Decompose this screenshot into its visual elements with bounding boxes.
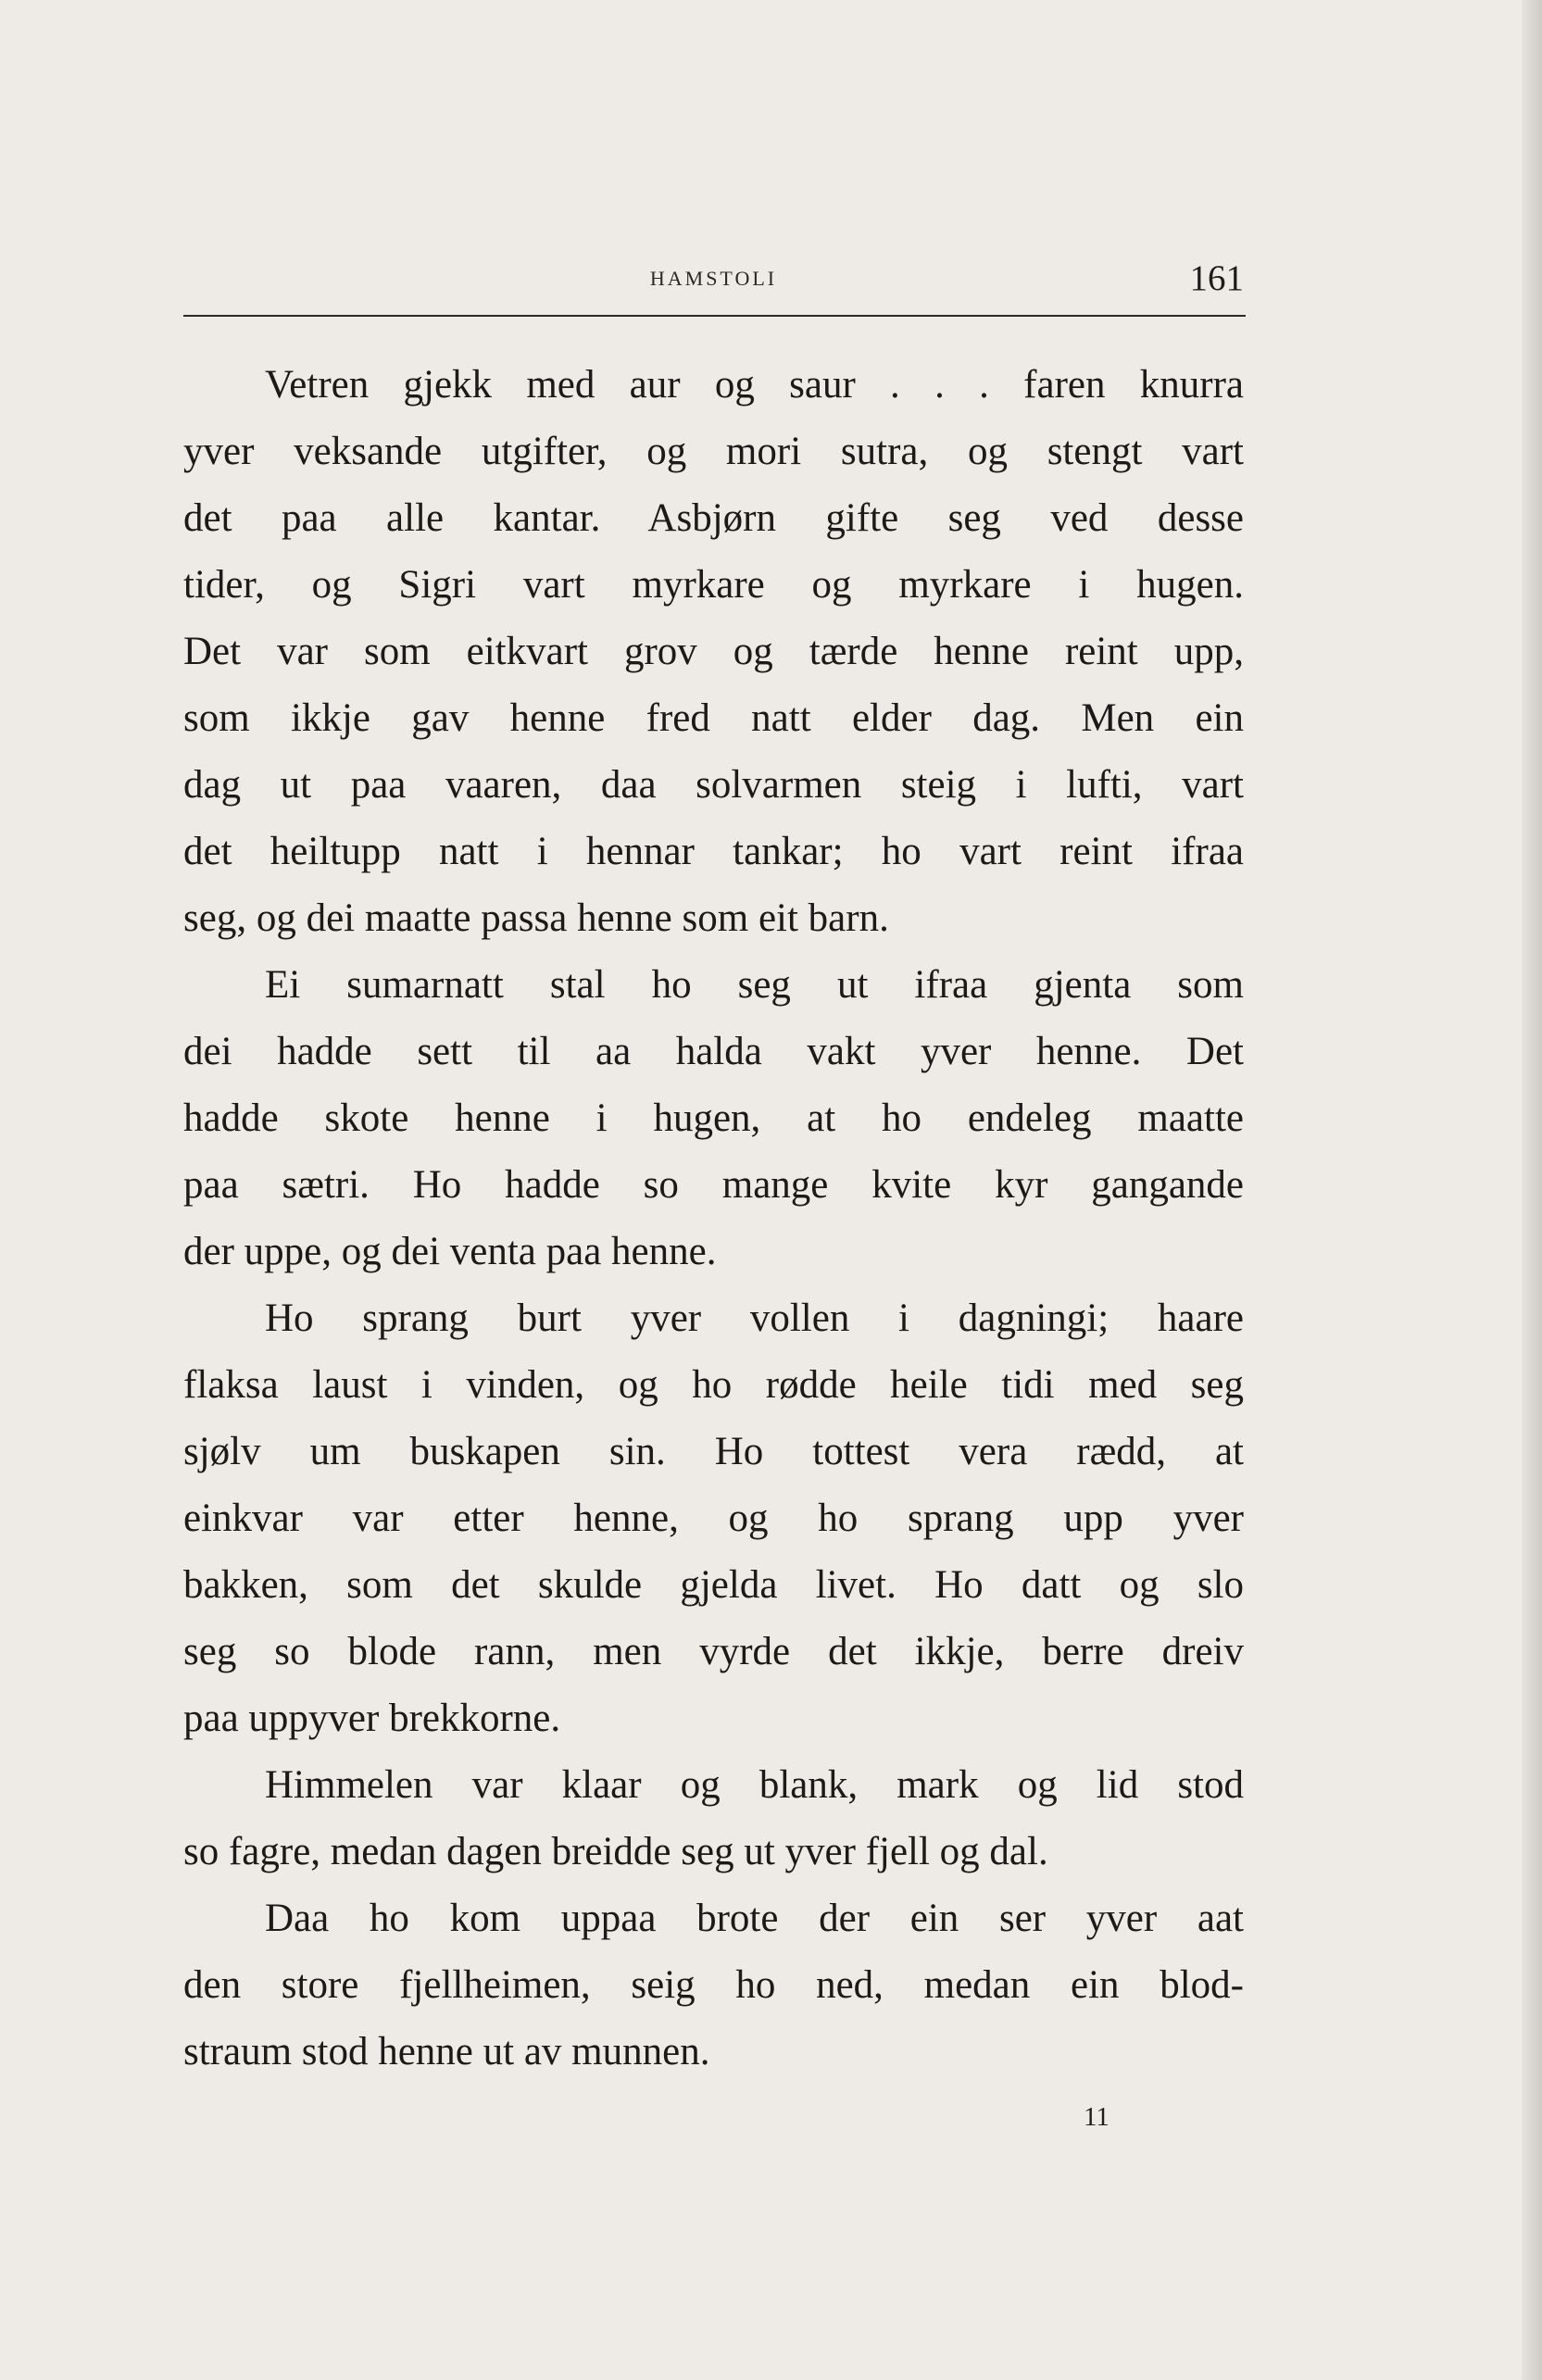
text-line: det paa alle kantar. Asbjørn gifte seg ved desse	[183, 496, 1244, 540]
text-line: Det var som eitkvart grov og tærde henne reint upp,	[183, 630, 1244, 673]
paragraph	[183, 1885, 1244, 2086]
running-head: HAMSTOLI	[649, 267, 778, 290]
text-line: der uppe, og dei venta paa henne.	[183, 1230, 717, 1273]
text-line: seg so blode rann, men vyrde det ikkje, berre dreiv	[183, 1630, 1244, 1673]
text-line: sjølv um buskapen sin. Ho tottest vera rædd, at	[183, 1430, 1244, 1473]
signature-mark: 11	[1084, 2102, 1109, 2132]
body-text	[183, 352, 1244, 2086]
text-line: bakken, som det skulde gjelda livet. Ho datt og slo	[183, 1563, 1244, 1607]
header-rule	[183, 315, 1246, 317]
text-line: seg, og dei maatte passa henne som eit barn.	[183, 896, 889, 940]
text-line: flaksa laust i vinden, og ho rødde heile tidi med seg	[183, 1363, 1244, 1407]
text-line: paa uppyver brekkorne.	[183, 1697, 561, 1740]
text-line: det heiltupp natt i hennar tankar; ho vart reint ifraa	[183, 830, 1244, 873]
paragraph	[183, 952, 1244, 1285]
text-line: den store fjellheimen, seig ho ned, medan ein blod-	[183, 1963, 1244, 2007]
text-line: Vetren gjekk med aur og saur . . . faren knurra	[265, 363, 1244, 407]
text-line: dag ut paa vaaren, daa solvarmen steig i lufti, vart	[183, 763, 1244, 807]
paragraph	[183, 352, 1244, 952]
paragraph	[183, 1285, 1244, 1752]
text-line: einkvar var etter henne, og ho sprang upp yver	[183, 1497, 1244, 1540]
text-line: som ikkje gav henne fred natt elder dag. Men ein	[183, 696, 1244, 740]
text-line: yver veksande utgifter, og mori sutra, og stengt vart	[183, 430, 1244, 473]
paragraph	[183, 1752, 1244, 1885]
page-edge-shadow	[1522, 0, 1542, 2380]
text-line: Ei sumarnatt stal ho seg ut ifraa gjenta som	[265, 963, 1244, 1007]
text-line: hadde skote henne i hugen, at ho endeleg maatte	[183, 1096, 1244, 1140]
text-line: tider, og Sigri vart myrkare og myrkare i hugen.	[183, 563, 1244, 607]
text-line: Himmelen var klaar og blank, mark og lid stod	[265, 1763, 1244, 1807]
page-number: 161	[1189, 258, 1244, 298]
text-line: paa sætri. Ho hadde so mange kvite kyr gangande	[183, 1163, 1244, 1207]
text-line: so fagre, medan dagen breidde seg ut yver fjell og dal.	[183, 1830, 1048, 1873]
text-line: straum stod henne ut av munnen.	[183, 2030, 710, 2073]
text-line: Ho sprang burt yver vollen i dagningi; haare	[265, 1296, 1244, 1340]
page-header	[183, 257, 1244, 313]
text-line: Daa ho kom uppaa brote der ein ser yver aat	[265, 1897, 1244, 1940]
text-line: dei hadde sett til aa halda vakt yver henne. Det	[183, 1030, 1244, 1073]
